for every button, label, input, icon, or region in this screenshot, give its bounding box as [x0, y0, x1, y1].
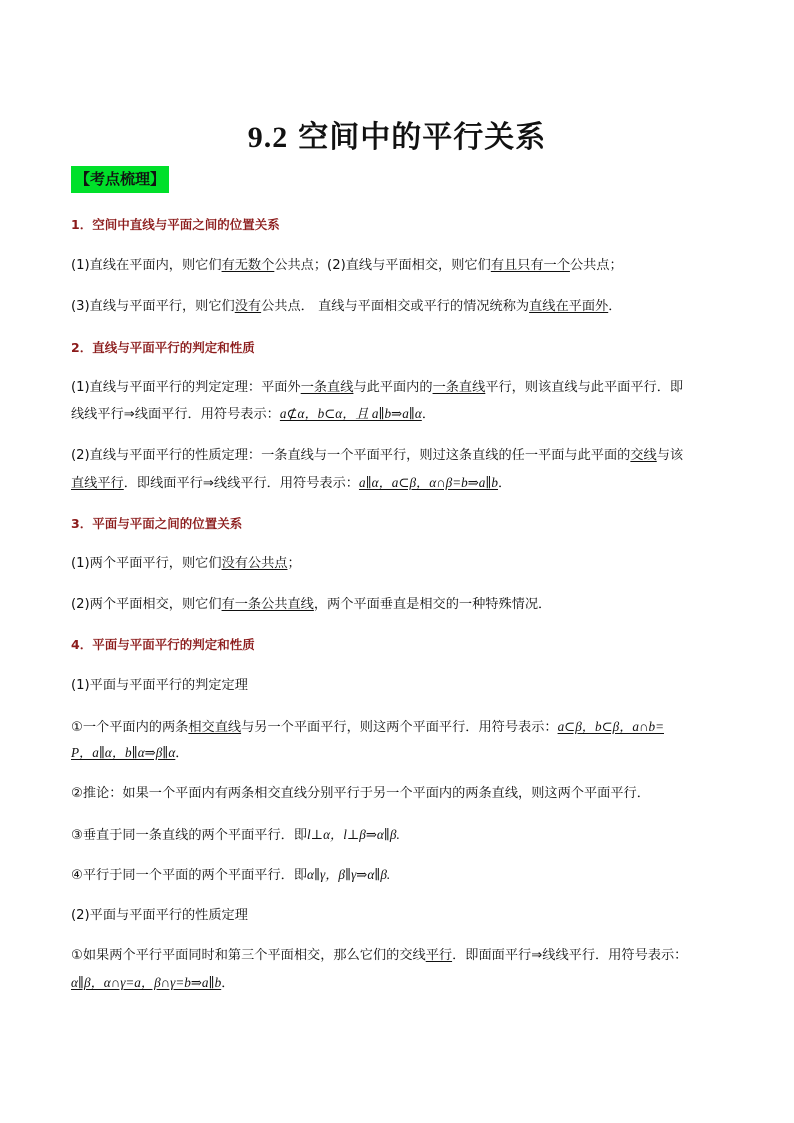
- s3-line-2: (2)两个平面相交，则它们有一条公共直线，两个平面垂直是相交的一种特殊情况．: [71, 597, 552, 612]
- blank-answer: 平行: [425, 948, 453, 963]
- s4-subheading-1: (1)平面与平面平行的判定定理: [71, 678, 248, 693]
- blank-answer: 有一条公共直线: [221, 597, 314, 612]
- s4-criterion-1-line-1: ①一个平面内的两条相交直线与另一个平面平行，则这两个平面平行．用符号表示：a⊂β，b⊂β，a∩b=: [71, 719, 664, 735]
- formula: l⊥α，l⊥β⇒α∥β.: [307, 827, 400, 842]
- blank-answer: 有无数个: [221, 258, 275, 273]
- formula: a∥α，a⊂β，α∩β=b⇒a∥b: [359, 475, 499, 490]
- section-1-heading: 1．空间中直线与平面之间的位置关系: [71, 217, 280, 232]
- blank-answer: 没有: [234, 299, 262, 314]
- s4-criterion-1-line-2: P，a∥α，b∥α⇒β∥α．: [71, 745, 189, 761]
- blank-answer: 交线: [630, 448, 657, 463]
- s4-corollary: ②推论：如果一个平面内有两条相交直线分别平行于另一个平面内的两条直线，则这两个平面平行．: [71, 786, 650, 801]
- blank-answer: 一条直线: [432, 380, 486, 395]
- formula: a⊂β，b⊂β，a∩b=: [557, 719, 664, 734]
- formula: a⊄α，b⊂α，且 a∥b⇒a∥α: [279, 406, 422, 421]
- formula: α∥β，α∩γ=a，β∩γ=b⇒a∥b: [71, 975, 222, 990]
- blank-answer: 直线平行: [71, 476, 124, 491]
- blank-answer: 相交直线: [188, 720, 242, 735]
- section-4-heading: 4．平面与平面平行的判定和性质: [71, 637, 255, 652]
- s1-line-1: (1)直线在平面内，则它们有无数个公共点；(2)直线与平面相交，则它们有且只有一个公共点；: [71, 258, 623, 273]
- s4-subheading-2: (2)平面与平面平行的性质定理: [71, 908, 248, 923]
- page-title: [0, 112, 794, 156]
- s4-criterion-3: ③垂直于同一条直线的两个平面平行．即l⊥α，l⊥β⇒α∥β.: [71, 827, 400, 843]
- s4-property-1-line-2: α∥β，α∩γ=a，β∩γ=b⇒a∥b．: [71, 975, 235, 991]
- section-2-heading: 2．直线与平面平行的判定和性质: [71, 340, 255, 355]
- section-badge: 【考点梳理】: [71, 166, 169, 193]
- section-3-heading: 3．平面与平面之间的位置关系: [71, 516, 243, 531]
- s3-line-1: (1)两个平面平行，则它们没有公共点；: [71, 556, 301, 571]
- s4-criterion-4: ④平行于同一个平面的两个平面平行．即α∥γ，β∥γ⇒α∥β.: [71, 867, 391, 883]
- s1-line-2: (3)直线与平面平行，则它们没有公共点． 直线与平面相交或平行的情况统称为直线在平面外．: [71, 299, 622, 314]
- s2-para-1-line-1: (1)直线与平面平行的判定定理：平面外一条直线与此平面内的一条直线平行，则该直线与此平面平行．即: [71, 380, 684, 395]
- formula: P，a∥α，b∥α⇒β∥α: [71, 745, 176, 760]
- title-number: 9.2: [247, 121, 289, 154]
- s2-para-1-line-2: 线线平行⇒线面平行．用符号表示：a⊄α，b⊂α，且 a∥b⇒a∥α．: [71, 406, 435, 422]
- s2-para-2-line-1: (2)直线与平面平行的性质定理：一条直线与一个平面平行，则过这条直线的任一平面与此平面的交线与该: [71, 448, 684, 463]
- s2-para-2-line-2: 直线平行．即线面平行⇒线线平行．用符号表示：a∥α，a⊂β，α∩β=b⇒a∥b．: [71, 475, 512, 491]
- blank-answer: 一条直线: [300, 380, 354, 395]
- blank-answer: 直线在平面外: [529, 299, 609, 314]
- s4-property-1-line-1: ①如果两个平行平面同时和第三个平面相交，那么它们的交线平行．即面面平行⇒线线平行．用符号表示：: [71, 948, 688, 963]
- formula: α∥γ，β∥γ⇒α∥β.: [307, 867, 391, 882]
- blank-answer: 没有公共点: [221, 556, 288, 571]
- blank-answer: 有且只有一个: [490, 258, 570, 273]
- title-text: 空间中的平行关系: [298, 120, 547, 155]
